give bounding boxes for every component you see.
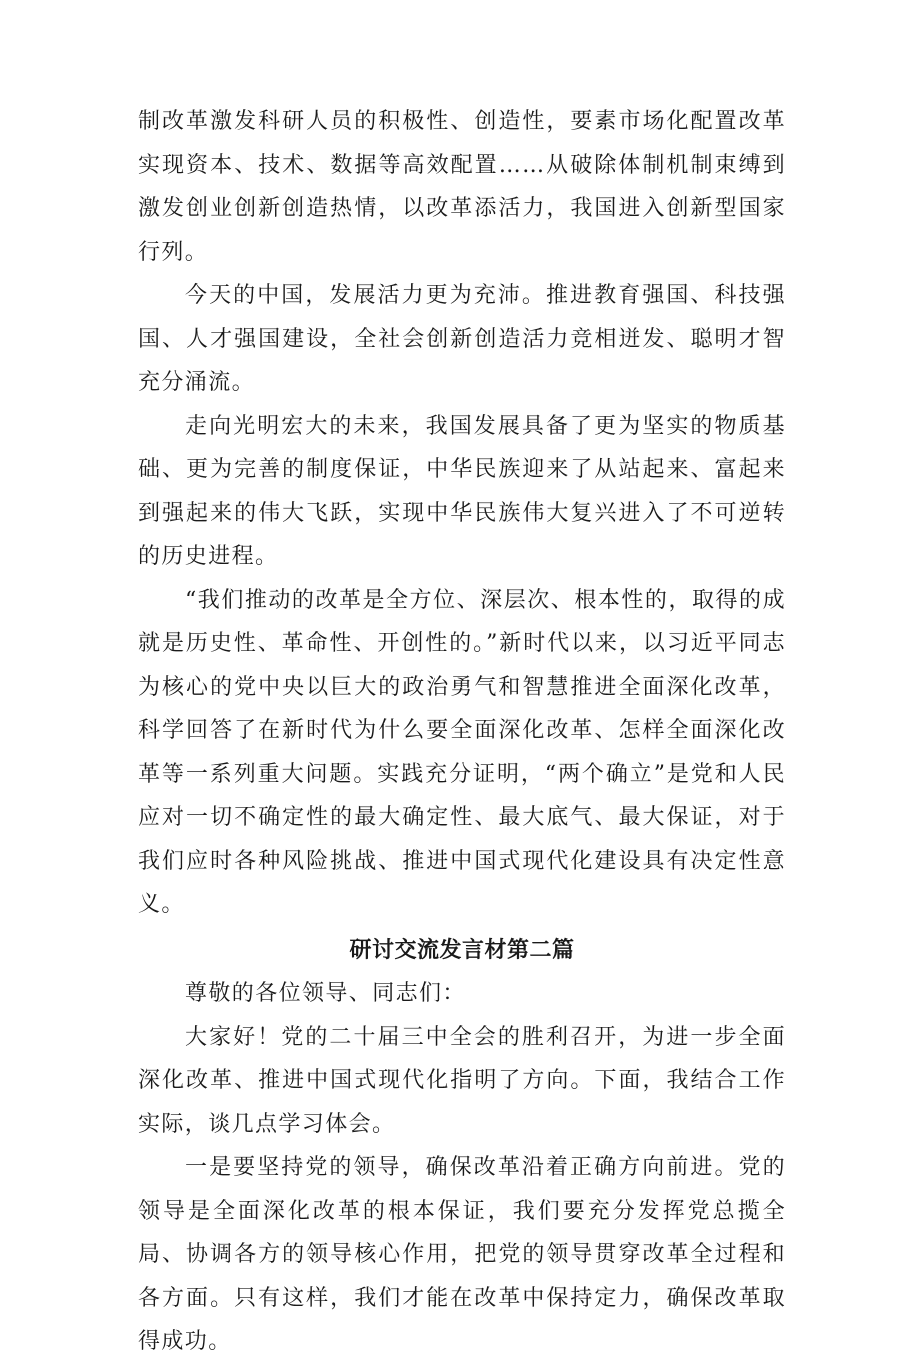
body-paragraph: 一是要坚持党的领导，确保改革沿着正确方向前进。党的领导是全面深化改革的根本保证，我们要充分发挥党总揽全局、协调各方的领导核心作用，把党的领导贯穿改革全过程和各方面。只有这样，我们才能在改革中保持定力，确保改革取得成功。 — [138, 1155, 786, 1354]
section-heading: 研讨交流发言材第二篇 — [349, 937, 575, 963]
body-paragraph: 大家好！党的二十届三中全会的胜利召开，为进一步全面深化改革、推进中国式现代化指明了方向。下面，我结合工作实际，谈几点学习体会。 — [138, 1024, 786, 1137]
document-page — [138, 100, 786, 1364]
body-paragraph: 今天的中国，发展活力更为充沛。推进教育强国、科技强国、人才强国建设，全社会创新创造活力竞相迸发、聪明才智充分涌流。 — [138, 283, 786, 395]
body-paragraph: 走向光明宏大的未来，我国发展具备了更为坚实的物质基础、更为完善的制度保证，中华民族迎来了从站起来、富起来到强起来的伟大飞跃，实现中华民族伟大复兴进入了不可逆转的历史进程。 — [138, 413, 786, 569]
body-paragraph: “我们推动的改革是全方位、深层次、根本性的，取得的成就是历史性、革命性、开创性的。”新时代以来，以习近平同志为核心的党中央以巨大的政治勇气和智慧推进全面深化改革，科学回答了在新时代为什么要全面深化改革、怎样全面深化改革等一系列重大问题。实践充分证明，“两个确立”是党和人民应对一切不确定性的最大确定性、最大底气、最大保证，对于我们应时各种风险挑战、推进中国式现代化建设具有决定性意义。 — [138, 587, 786, 917]
body-paragraph: 制改革激发科研人员的积极性、创造性，要素市场化配置改革实现资本、技术、数据等高效配置……从破除体制机制束缚到激发创业创新创造热情，以改革添活力，我国进入创新型国家行列。 — [138, 109, 786, 265]
salutation: 尊敬的各位领导、同志们： — [185, 981, 466, 1006]
